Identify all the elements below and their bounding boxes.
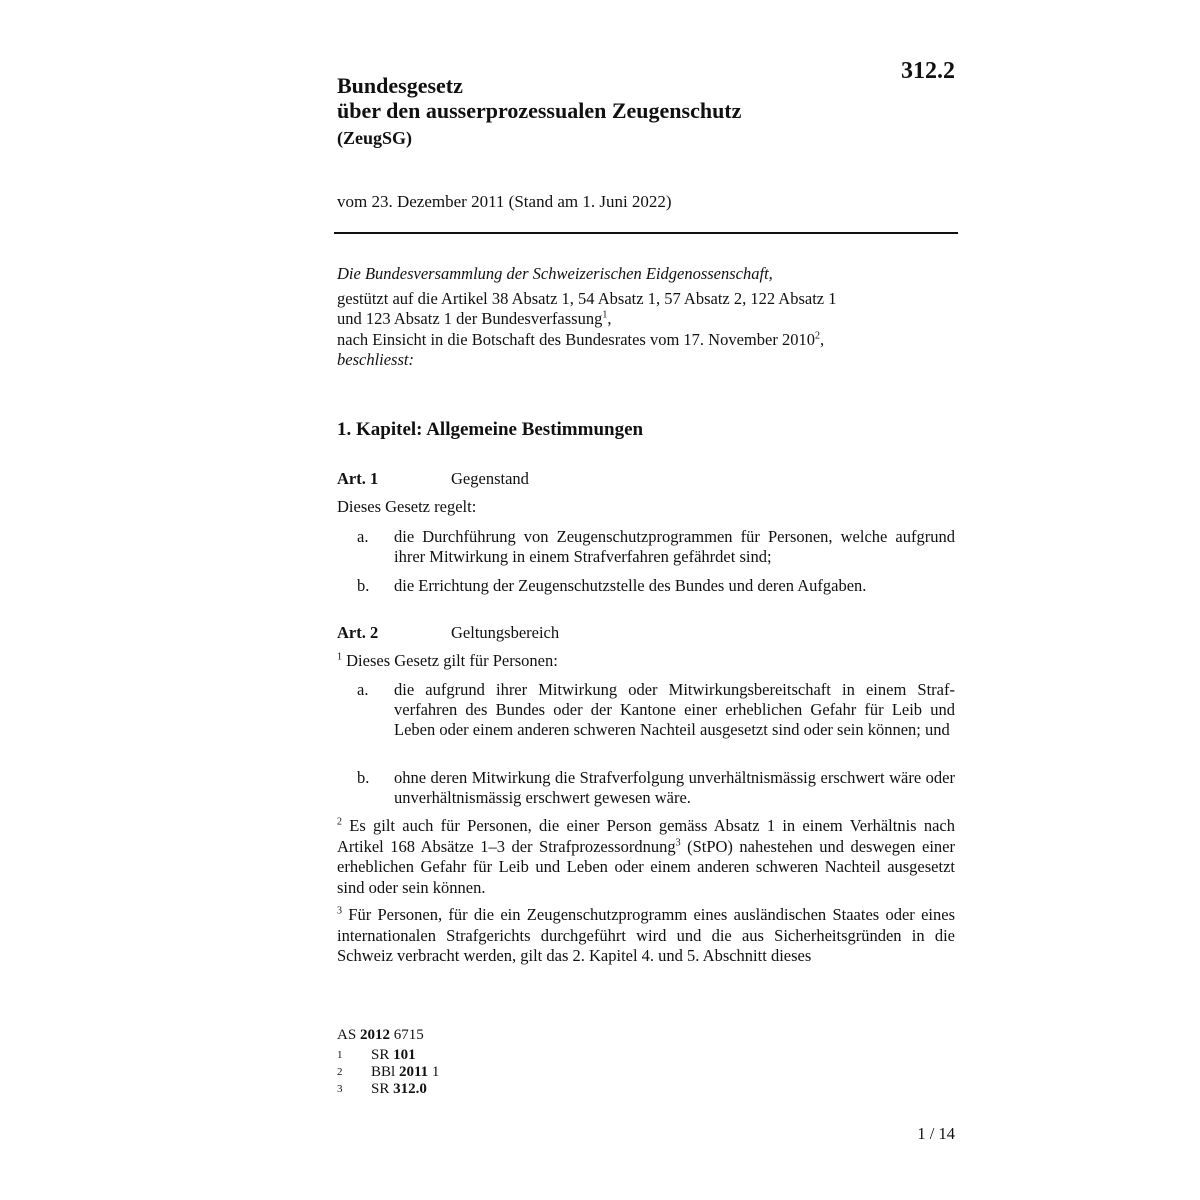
list-item [357,527,955,567]
footnote-3 [337,1081,427,1097]
list-item-text: die Errichtung der Zeugenschutzstelle des Bundes und deren Aufgaben. [394,576,867,595]
list-item-text: die aufgrund ihrer Mitwirkung oder Mitwirkungsbereitschaft in einem Strafverfahren des Bundes oder der Kantone einer erheblichen Gefahr für Leib und Leben oder einem anderen schweren Nachteil ausgesetzt sind oder sein können; und [394,680,955,739]
list-item [357,576,955,596]
art-1-intro: Dieses Gesetz regelt: [337,497,477,516]
preamble-basis-line-2 [337,309,957,330]
art-1-heading [337,469,529,489]
title-line-1: Bundesgesetz [337,73,463,98]
paragraph-number: 1 [337,651,342,663]
title-abbreviation: (ZeugSG) [337,128,413,148]
art-2-label: Art. 2 [337,623,379,642]
footnote-ref-value: 101 [393,1047,416,1063]
source-year: 2012 [359,1027,390,1043]
date-line: vom 23. Dezember 2011 (Stand am 1. Juni 2022) [337,192,672,211]
footnote-number: 1 [337,1049,343,1061]
art-2-p2-text-a: Es gilt auch für Personen, die einer Person gemäss Absatz 1 in einem Verhältnis nach Artikel 168 Absätze 1–3 der Strafprozessordnung [337,816,955,856]
preamble-basis-end: , [607,309,612,328]
preamble [337,264,957,371]
preamble-message-end: , [819,329,825,349]
preamble-assembly: Die Bundesversammlung der Schweizerischen Eidgenossenschaft, [337,264,773,283]
art-2-title: Geltungsbereich [451,623,560,642]
footnote-1 [337,1047,416,1063]
art-2-p3-text: Für Personen, für die ein Zeugenschutzprogramm eines ausländischen Staates oder eines internationalen Strafgerichts durchgeführt wird und die aus Sicherheitsgründen in die Schweiz verbracht werden, gilt das 2. Kapitel 4. und 5. Abschnitt dieses [337,905,955,965]
preamble-message [337,330,957,351]
art-2-heading [337,623,559,643]
list-item [357,680,955,740]
footnote-source [337,1027,424,1044]
footnote-ref-value: 2011 [398,1064,429,1080]
header-rule [334,232,958,234]
footnote-number: 3 [337,1083,343,1095]
footnote-ref-2[interactable]: 2 [814,330,820,341]
preamble-basis-line-1: gestützt auf die Artikel 38 Absatz 1, 54 Absatz 1, 57 Absatz 2, 122 Absatz 1 [337,288,837,308]
preamble-basis-text: und 123 Absatz 1 der Bundesverfassung [337,309,603,328]
list-item-letter: b. [357,768,370,787]
paragraph-number: 3 [337,905,342,917]
footnote-prefix: BBl [371,1064,399,1080]
art-2-paragraph-1 [337,651,955,672]
footnote-ref-1[interactable]: 1 [602,309,608,321]
list-item-text: die Durchführung von Zeugenschutzprogrammen für Personen, welche aufgrund ihrer Mitwirkung in einem Strafverfahren gefährdet sind; [394,527,955,566]
footnote-ref-3[interactable]: 3 [675,837,681,848]
paragraph-number: 2 [337,816,342,828]
source-prefix: AS [337,1027,360,1043]
footnote-prefix: SR [371,1047,394,1063]
art-2-p2-text-b: (StPO) nahestehen und deswegen einer erheblichen Gefahr für Leib und Leben oder einem anderen schweren Nachteil ausgesetzt sind oder sein können. [337,836,955,897]
page-number: 1 / 14 [917,1124,955,1143]
list-item-text: ohne deren Mitwirkung die Strafverfolgung unverhältnismässig erschwert wäre oder unverhältnismässig erschwert gewesen wäre. [394,768,955,807]
art-2-paragraph-2 [337,816,955,898]
art-2-p1-intro: Dieses Gesetz gilt für Personen: [342,651,558,670]
title-line-2: über den ausserprozessualen Zeugenschutz [337,98,742,123]
footnote-ref-value: 312.0 [393,1081,427,1097]
chapter-1-title: 1. Kapitel: Allgemeine Bestimmungen [337,419,644,440]
list-item [357,768,955,808]
footnote-number: 2 [337,1066,343,1078]
list-item-letter: b. [357,576,370,595]
footnote-prefix: SR [371,1081,394,1097]
footnote-suffix: 1 [428,1064,440,1080]
sr-number: 312.2 [901,58,955,84]
list-item-letter: a. [357,680,369,699]
art-2-paragraph-3 [337,905,955,967]
art-1-title: Gegenstand [451,469,529,488]
source-page: 6715 [389,1027,424,1043]
document-title [337,73,741,153]
footnote-2 [337,1064,439,1080]
list-item-letter: a. [357,527,369,546]
preamble-message-text: nach Einsicht in die Botschaft des Bundesrates vom 17. November 2010 [337,329,815,349]
preamble-resolves: beschliesst: [337,350,414,369]
art-1-label: Art. 1 [337,469,379,488]
